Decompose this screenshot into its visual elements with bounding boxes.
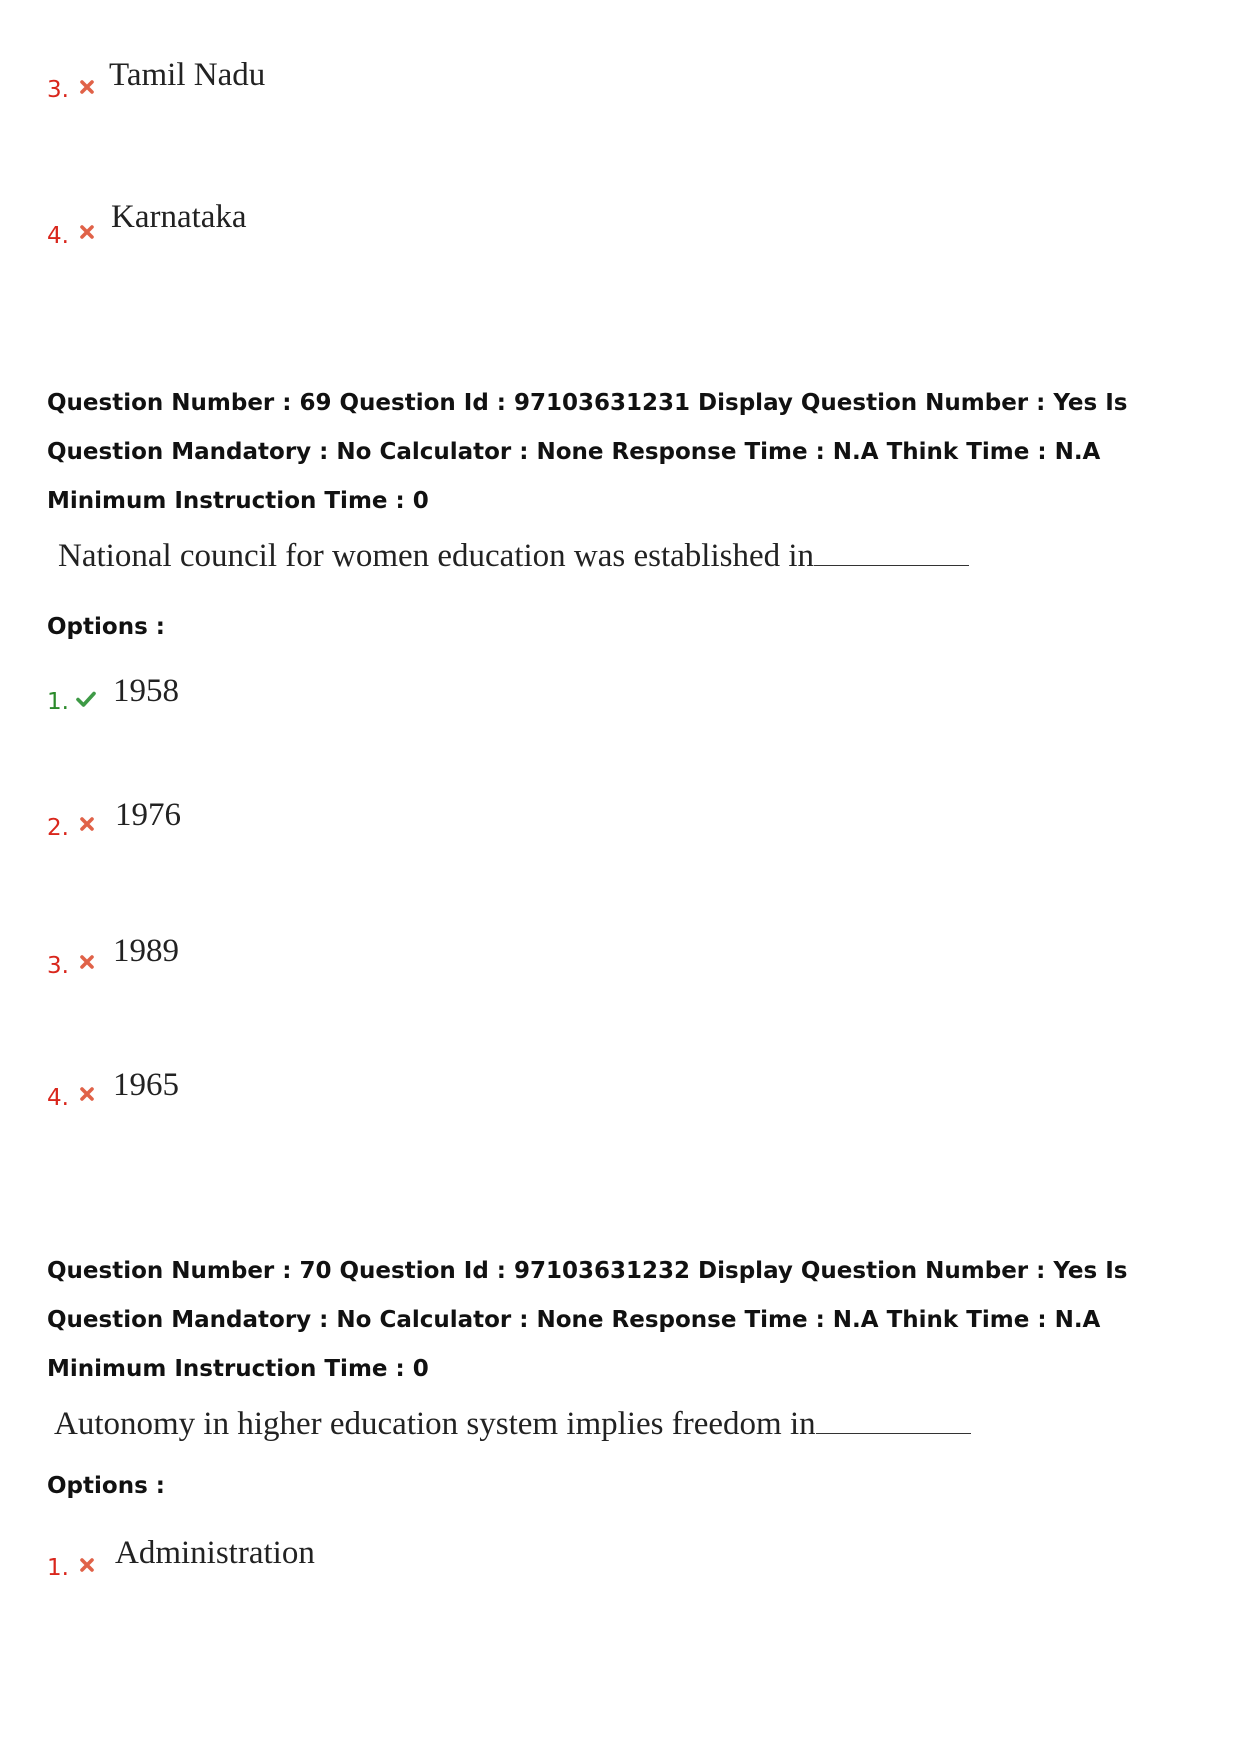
option-number: 3. <box>47 77 69 103</box>
option-number: 2. <box>47 815 69 841</box>
question-70-prompt: Autonomy in higher education system implies freedom in <box>54 1406 816 1442</box>
cross-icon <box>78 1556 96 1574</box>
option-text: 1965 <box>113 1067 179 1103</box>
option-text: Administration <box>115 1535 315 1571</box>
option-text: Karnataka <box>111 199 247 235</box>
option-text: 1989 <box>113 933 179 969</box>
option-number: 3. <box>47 953 69 979</box>
options-label: Options : <box>47 1473 165 1499</box>
cross-icon <box>78 1085 96 1103</box>
option-number: 4. <box>47 1085 69 1111</box>
cross-icon <box>78 78 96 96</box>
options-label: Options : <box>47 614 165 640</box>
question-69-text <box>58 536 969 576</box>
question-70-meta: Question Number : 70 Question Id : 97103631232 Display Question Number : Yes Is Question Mandatory : No Calculator : None Response Time : N.A Think Time : N.A Minimum Instruction Time : 0 <box>47 1258 1128 1382</box>
cross-icon <box>78 815 96 833</box>
cross-icon <box>78 223 96 241</box>
option-number: 1. <box>47 1555 69 1581</box>
answer-blank <box>816 1405 971 1434</box>
option-text: 1958 <box>113 673 179 709</box>
option-number: 1. <box>47 689 69 715</box>
option-text: Tamil Nadu <box>109 57 266 93</box>
question-69-prompt: National council for women education was established in <box>58 538 815 574</box>
question-69-meta: Question Number : 69 Question Id : 97103631231 Display Question Number : Yes Is Question Mandatory : No Calculator : None Response Time : N.A Think Time : N.A Minimum Instruction Time : 0 <box>47 390 1128 514</box>
answer-blank <box>814 537 969 566</box>
option-text: 1976 <box>115 797 181 833</box>
check-icon <box>75 690 97 708</box>
cross-icon <box>78 953 96 971</box>
option-number: 4. <box>47 223 69 249</box>
question-70-text <box>54 1404 971 1444</box>
